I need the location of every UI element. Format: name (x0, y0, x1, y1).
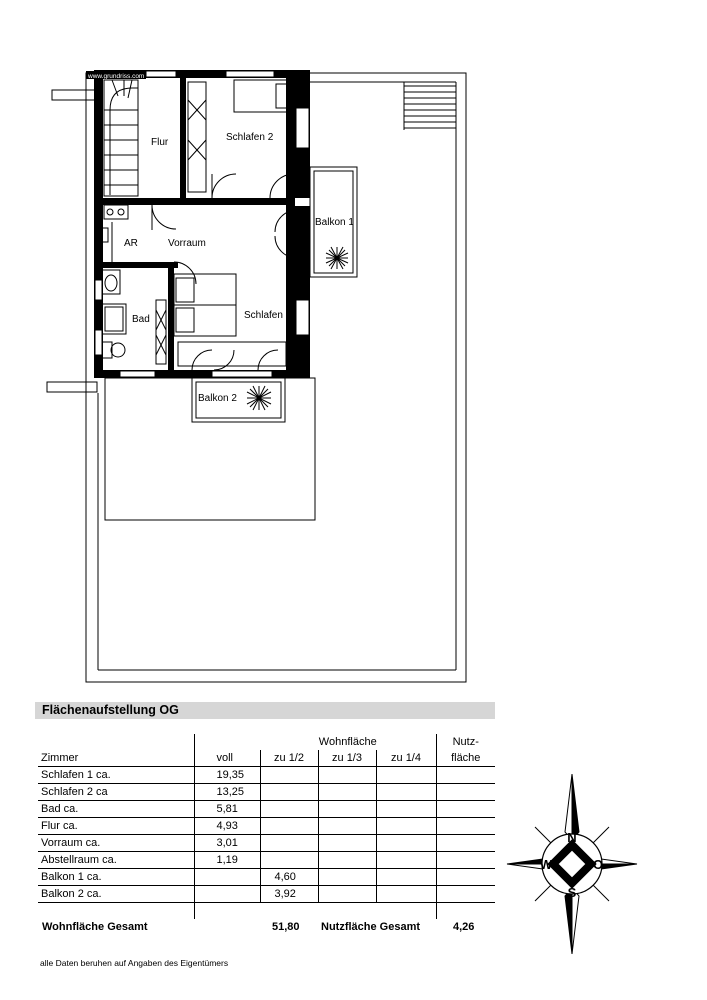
wohnflaeche-total-label: Wohnfläche Gesamt (42, 921, 148, 933)
stair-lines (404, 82, 456, 130)
table-row (38, 869, 495, 886)
table-header-row (38, 734, 495, 750)
table-row (38, 835, 495, 852)
header-zu13: zu 1/3 (318, 750, 376, 767)
room-label-vorraum: Vorraum (168, 238, 206, 249)
table-row (38, 886, 495, 903)
room-label-flur: Flur (151, 137, 169, 148)
room-voll (194, 886, 260, 903)
header-zu12: zu 1/2 (260, 750, 318, 767)
table-row (38, 767, 495, 784)
room-name: Schlafen 2 ca (38, 784, 194, 801)
room-name: Bad ca. (38, 801, 194, 818)
compass-north-label: N (567, 830, 577, 845)
header-zimmer: Zimmer (38, 750, 194, 767)
compass-west-label: W (539, 857, 553, 872)
header-wohnflaeche: Wohnfläche (318, 736, 377, 748)
room-voll: 3,01 (194, 835, 260, 852)
compass-east-label: O (592, 857, 604, 872)
room-voll: 1,19 (194, 852, 260, 869)
table-row (38, 818, 495, 835)
room-half (260, 852, 318, 869)
room-half: 3,92 (260, 886, 318, 903)
room-name: Balkon 1 ca. (38, 869, 194, 886)
header-nutz-line2: fläche (436, 750, 495, 767)
staircase (104, 80, 138, 196)
room-voll: 5,81 (194, 801, 260, 818)
wohnflaeche-total-value: 51,80 (272, 921, 300, 933)
area-table (38, 734, 495, 919)
table-header-row (38, 750, 495, 767)
room-voll (194, 869, 260, 886)
room-label-bad: Bad (132, 314, 150, 325)
room-voll: 19,35 (194, 767, 260, 784)
room-label-balkon1: Balkon 1 (315, 217, 354, 228)
room-name: Abstellraum ca. (38, 852, 194, 869)
room-voll: 4,93 (194, 818, 260, 835)
room-name: Flur ca. (38, 818, 194, 835)
room-half (260, 801, 318, 818)
footnote: alle Daten beruhen auf Angaben des Eigentümers (40, 958, 229, 968)
room-half (260, 767, 318, 784)
room-label-ar: AR (124, 238, 138, 249)
schlafen1-furniture (174, 274, 286, 370)
table-row (38, 852, 495, 869)
nutzflaeche-total-label: Nutzfläche Gesamt (321, 921, 421, 933)
plant-icon (326, 247, 348, 269)
compass-rose-icon (505, 770, 640, 960)
room-name: Schlafen 1 ca. (38, 767, 194, 784)
room-half (260, 784, 318, 801)
section-title: Flächenaufstellung OG (42, 703, 179, 717)
header-voll: voll (194, 750, 260, 767)
table-body (38, 767, 495, 920)
room-half (260, 835, 318, 852)
room-half: 4,60 (260, 869, 318, 886)
header-zu14: zu 1/4 (376, 750, 436, 767)
table-row (38, 784, 495, 801)
watermark: www.grundriss.com (88, 73, 145, 80)
room-name: Vorraum ca. (38, 835, 194, 852)
room-half (260, 818, 318, 835)
nutzflaeche-total-value: 4,26 (453, 921, 475, 933)
room-label-balkon2: Balkon 2 (198, 393, 237, 404)
header-nutz-line1: Nutz- (436, 734, 495, 750)
room-name: Balkon 2 ca. (38, 886, 194, 903)
room-label-schlafen1: Schlafen 1 (244, 310, 292, 321)
plant-icon (247, 386, 271, 410)
room-voll: 13,25 (194, 784, 260, 801)
compass-south-label: S (567, 885, 577, 900)
table-row (38, 801, 495, 818)
table-spacer-row (38, 903, 495, 920)
room-label-schlafen2: Schlafen 2 (226, 132, 274, 143)
